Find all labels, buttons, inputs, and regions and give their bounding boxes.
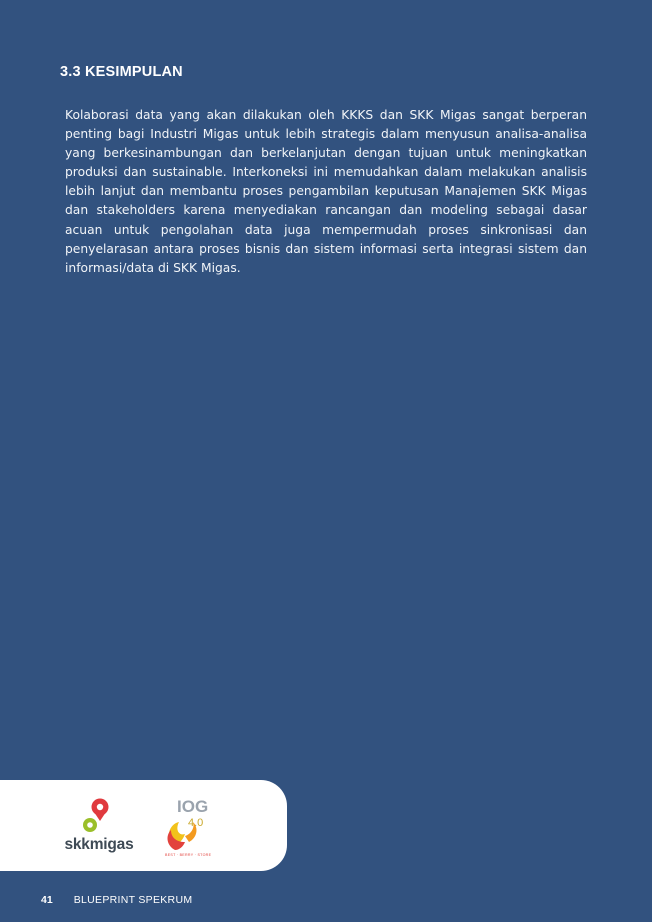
conclusion-paragraph: Kolaborasi data yang akan dilakukan oleh KKKS dan SKK Migas sangat berperan penting bagi Industri Migas untuk lebih strategis dalam menyusun analisa-analisa yang berkesinambungan dan berkelanjutan dengan tujuan untuk meningkatkan produksi dan sustainable. Interkoneksi ini memudahkan dalam melakukan analisis lebih lanjut dan membantu proses pengambilan keputusan Manajemen SKK Migas dan stakeholders karena menyediakan rancangan dan modeling sebagai dasar acuan untuk pengolahan data juga mempermudah proses sinkronisasi dan penyelarasan antara proses bisnis dan sistem informasi serta integrasi sistem dan informasi/data di SKK Migas. [65,108,587,275]
iog-tagline: BEST · BERRY · STORE [165,853,212,857]
logo-panel [0,780,287,871]
iog-text: IOG [177,797,209,816]
iog-version: 4.0 [188,817,204,829]
skkmigas-logo [54,796,144,858]
skkmigas-mark-icon [80,796,114,836]
skkmigas-wordmark: skkmigas [64,836,134,853]
document-title: BLUEPRINT SPEKRUM [73,894,193,906]
section-heading: 3.3 KESIMPULAN [60,64,183,80]
page-number: 41 [41,894,53,906]
page-footer [41,894,192,906]
iog-4-0-logo [163,794,219,858]
